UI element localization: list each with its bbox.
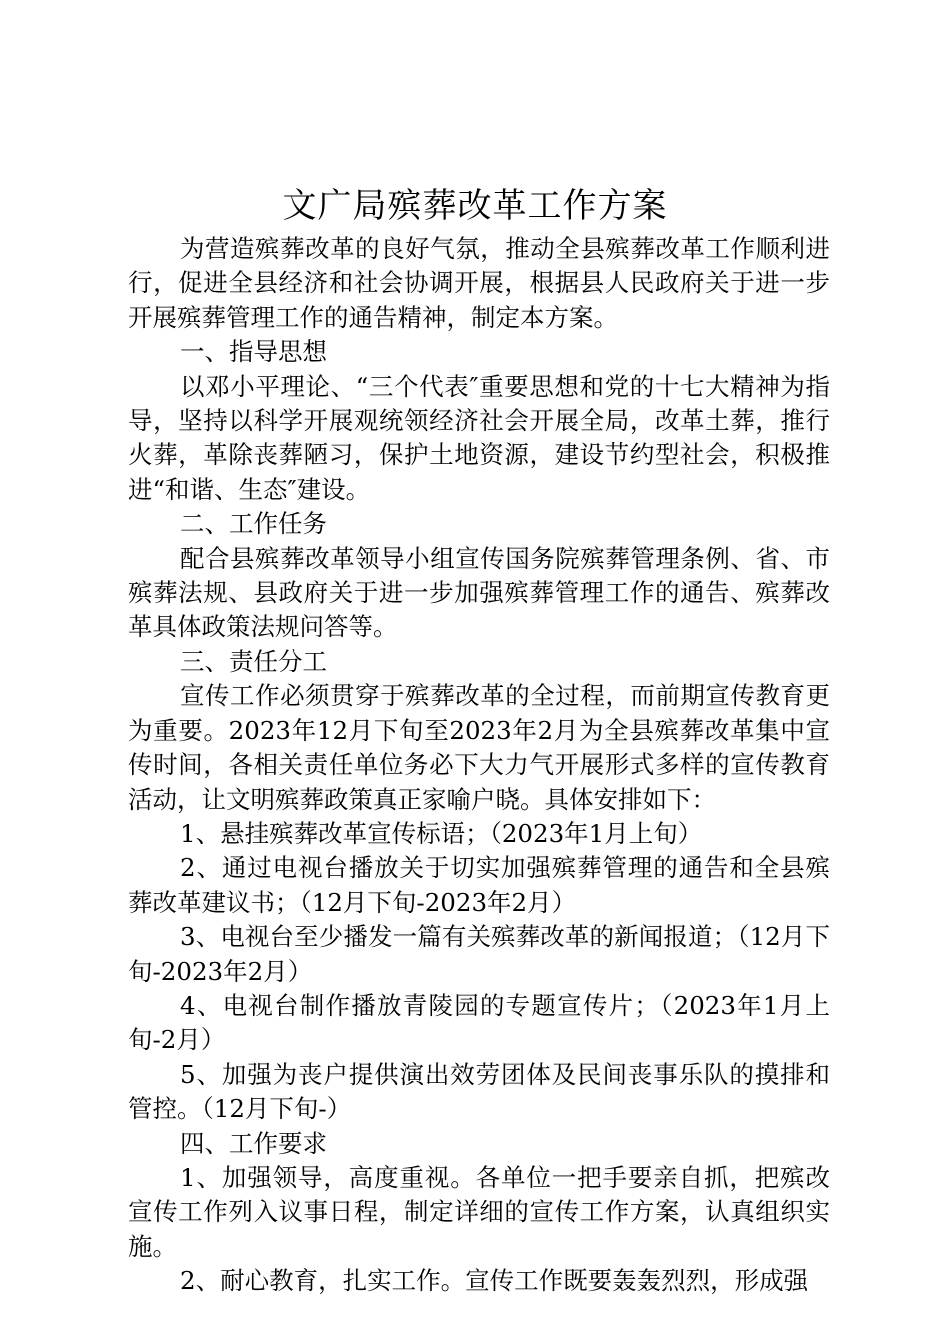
document-title: 文广局殡葬改革工作方案 xyxy=(282,186,668,226)
work-tasks-paragraph: 配合县殡葬改革领导小组宣传国务院殡葬管理条例、省、市殡葬法规、县政府关于进一步加强殡葬管理工作的通告、殡葬改革具体政策法规问答等。 xyxy=(128,543,830,642)
list-item: 5、加强为丧户提供演出效劳团体及民间丧事乐队的摸排和管控。（12月下旬-） xyxy=(128,1059,830,1124)
guiding-ideology-paragraph: 以邓小平理论、“三个代表″重要思想和党的十七大精神为指导，坚持以科学开展观统领经济社会开展全局，改革土葬，推行火葬，革除丧葬陋习，保护土地资源，建设节约型社会，积极推进“和谐、生态″建设。 xyxy=(128,371,830,504)
intro-paragraph: 为营造殡葬改革的良好气氛，推动全县殡葬改革工作顺利进行，促进全县经济和社会协调开展，根据县人民政府关于进一步开展殡葬管理工作的通告精神，制定本方案。 xyxy=(128,234,830,332)
document-body xyxy=(128,232,830,1299)
list-item: 2、通过电视台播放关于切实加强殡葬管理的通告和全县殡葬改革建议书；（12月下旬-2023年2月） xyxy=(128,853,830,917)
list-item: 1、悬挂殡葬改革宣传标语；（2023年1月上旬） xyxy=(180,818,703,848)
section-heading-work-tasks: 二、工作任务 xyxy=(180,509,327,539)
responsibility-paragraph: 宣传工作必须贯穿于殡葬改革的全过程，而前期宣传教育更为重要。2023年12月下旬至2023年2月为全县殡葬改革集中宣传时间，各相关责任单位务必下大力气开展形式多样的宣传教育活动，让文明殡葬政策真正家喻户晓。具体安排如下： xyxy=(128,681,830,814)
list-item: 3、电视台至少播发一篇有关殡葬改革的新闻报道；（12月下旬-2023年2月） xyxy=(128,922,830,986)
section-heading-guiding-ideology: 一、指导思想 xyxy=(180,337,327,367)
section-heading-work-requirements: 四、工作要求 xyxy=(180,1128,327,1158)
section-heading-responsibility: 三、责任分工 xyxy=(180,646,327,676)
requirement-item: 2、耐心教育，扎实工作。宣传工作既要轰轰烈烈，形成强 xyxy=(180,1266,809,1296)
requirement-item: 1、加强领导，高度重视。各单位一把手要亲自抓，把殡改宣传工作列入议事日程，制定详细的宣传工作方案，认真组织实施。 xyxy=(128,1162,830,1261)
list-item: 4、电视台制作播放青陵园的专题宣传片；（2023年1月上旬-2月） xyxy=(128,990,830,1055)
